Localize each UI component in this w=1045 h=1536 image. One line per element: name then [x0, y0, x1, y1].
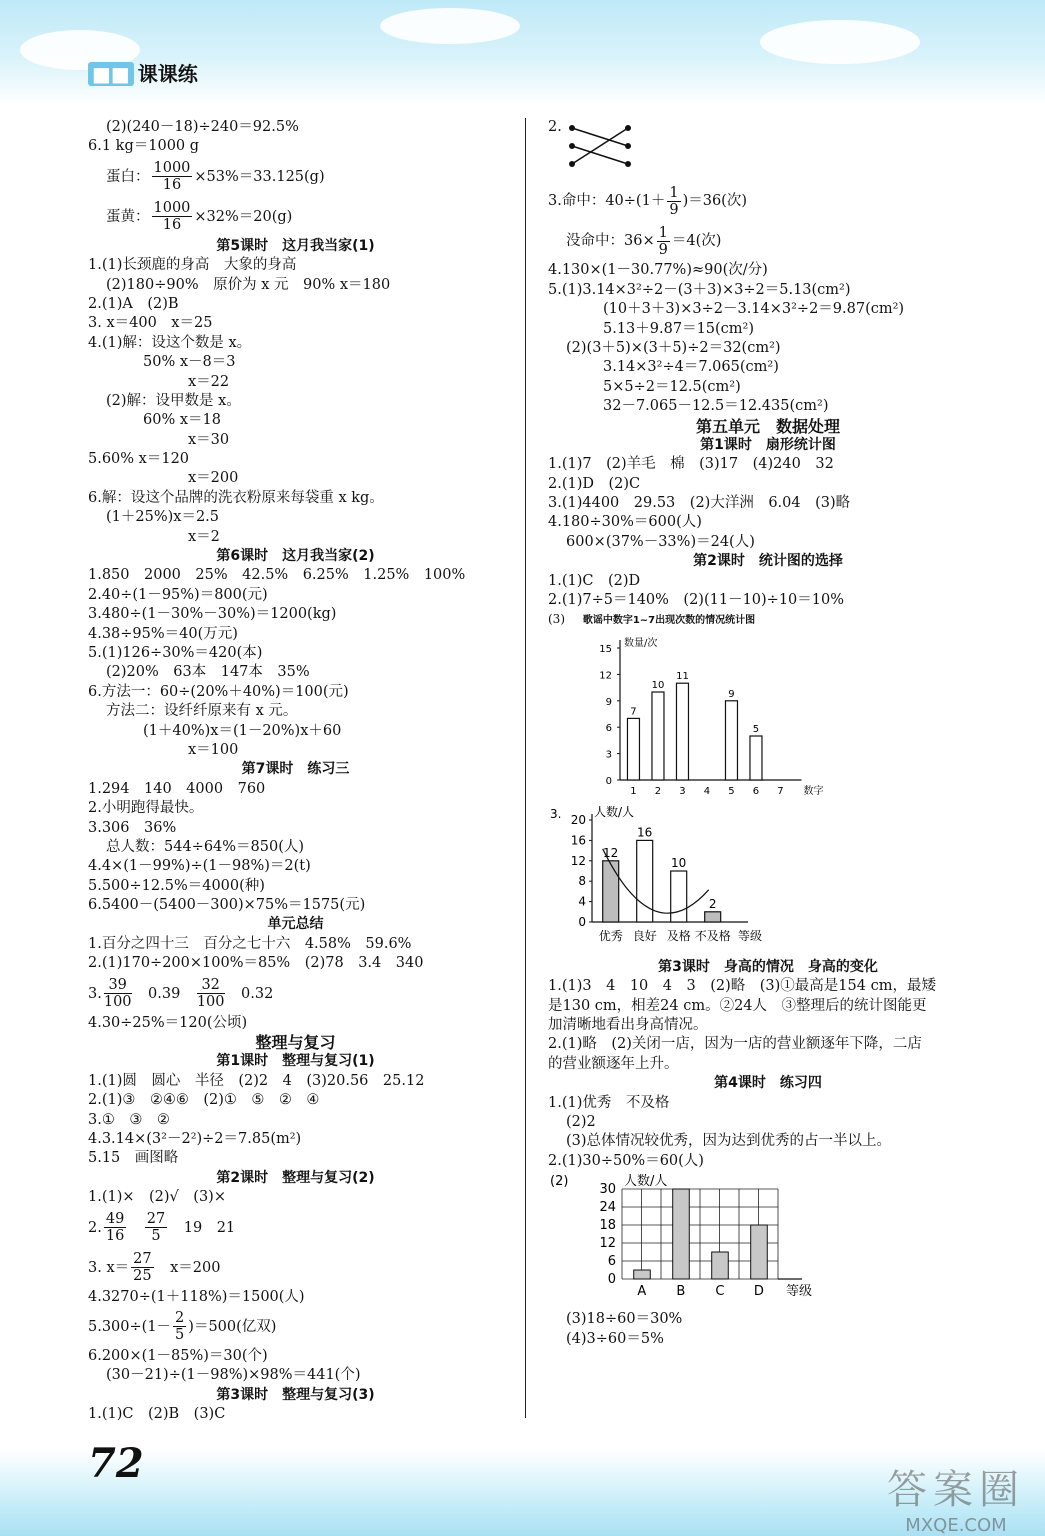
- bar: [751, 1225, 768, 1279]
- text-post: x＝200: [155, 1259, 221, 1276]
- answer-line: 600×(37%－33%)＝24(人): [566, 533, 755, 550]
- cloud-decoration: [760, 20, 920, 64]
- answer-line: [548, 181, 988, 221]
- left-column: [88, 118, 503, 1424]
- answer-line: 1.(1)C (2)D: [548, 572, 641, 589]
- answer-line: 6.方法一：60÷(20%＋40%)＝100(元): [88, 683, 349, 700]
- answer-line: 2.(1)30÷50%＝60(人): [548, 1152, 704, 1169]
- text-pre: 蛋白：: [106, 168, 150, 185]
- answer-line: 2.(1)170÷200×100%＝85% (2)78 3.4 340: [88, 955, 424, 972]
- answer-line: 是130 cm，相差24 cm。②24人 ③整理后的统计图能更: [548, 997, 927, 1014]
- answer-line: 3.① ③ ②: [88, 1111, 170, 1128]
- answer-line: 2.: [548, 119, 562, 135]
- cloud-decoration: [380, 8, 520, 44]
- denominator: 5: [151, 1228, 161, 1245]
- logo-mark-icon: ■■: [88, 62, 134, 86]
- answer-line: (4)3÷60＝5%: [566, 1330, 664, 1347]
- matching-lines-diagram: [566, 120, 636, 170]
- answer-line: 加清晰地看出身高情况。: [548, 1016, 708, 1033]
- answer-line: 3. x＝400 x＝25: [88, 315, 213, 332]
- y-tick-label: 0: [578, 914, 586, 929]
- answer-line: (10＋3＋3)×3÷2－3.14×3²÷2＝9.87(cm²): [603, 301, 905, 318]
- x-axis-label: 数字: [803, 785, 824, 797]
- answer-line: 6.200×(1－85%)＝30(个): [88, 1347, 268, 1364]
- answer-line: 3.(1)4400 29.53 (2)大洋洲 6.04 (3)略: [548, 495, 851, 512]
- text-pre: 3.命中：40÷(1＋: [548, 193, 666, 210]
- answer-line: 5.(1)3.14×3²÷2－(3＋3)×3÷2＝5.13(cm²): [548, 281, 851, 298]
- text-pre: 2.: [88, 1219, 102, 1236]
- answer-line: 第3课时 整理与复习(3): [216, 1386, 375, 1403]
- answer-line: 4.3.14×(3²－2²)÷2＝7.85(m²): [88, 1130, 302, 1147]
- y-axis-label: 人数/人: [624, 1174, 668, 1190]
- y-tick-label: 3: [605, 749, 612, 761]
- x-axis-label: 等级: [786, 1284, 813, 1300]
- answer-line: [88, 197, 503, 237]
- answer-line: [548, 221, 988, 261]
- chart-digit-frequency: [548, 630, 824, 800]
- answer-line: 5.13＋9.87＝15(cm²): [603, 320, 755, 337]
- answer-line: 1.(1)优秀 不及格: [548, 1094, 670, 1111]
- watermark-line2: MXQE.COM: [905, 1515, 1007, 1536]
- bar: [634, 1270, 651, 1279]
- answer-line: 5.15 画图略: [88, 1150, 179, 1167]
- fraction: [145, 1211, 167, 1244]
- answer-line: 2.(1)7÷5＝140% (2)(11－10)÷10＝10%: [548, 592, 845, 609]
- answer-line: 1.850 2000 25% 42.5% 6.25% 1.25% 100%: [88, 567, 466, 584]
- text-post: 19 21: [169, 1219, 236, 1236]
- numerator: 1000: [153, 200, 191, 217]
- x-tick-label: D: [753, 1284, 764, 1300]
- numerator: 49: [105, 1211, 125, 1228]
- y-tick-label: 20: [570, 812, 586, 827]
- answer-line: 60% x＝18: [143, 412, 221, 429]
- chart-caption-prefix: (2): [550, 1174, 569, 1190]
- answer-line: x＝100: [188, 741, 239, 758]
- y-tick-label: 0: [607, 1272, 616, 1288]
- numerator: 39: [104, 977, 132, 994]
- text-post: )＝500(亿双): [188, 1318, 277, 1335]
- answer-line: (2)(3＋5)×(3＋5)÷2＝32(cm²): [566, 339, 781, 356]
- x-tick-label: 良好: [632, 928, 657, 943]
- watermark-line1: 答案圈: [887, 1467, 1025, 1513]
- bar-label: 7: [630, 706, 637, 718]
- y-tick-label: 8: [578, 874, 586, 889]
- x-tick-label: 及格: [666, 928, 691, 943]
- answer-line: [88, 1307, 503, 1347]
- answer-line: 第2课时 整理与复习(2): [216, 1169, 375, 1186]
- answer-line: 4.3270÷(1＋118%)＝1500(人): [88, 1288, 305, 1305]
- numerator: 27: [133, 1251, 152, 1268]
- answer-line: 的营业额逐年上升。: [548, 1055, 679, 1072]
- denominator: 16: [162, 177, 182, 194]
- watermark: [887, 1458, 1025, 1536]
- x-tick-label: 1: [630, 785, 637, 797]
- answer-line: (1＋40%)x＝(1－20%)x＋60: [143, 722, 342, 739]
- bar: [725, 701, 737, 780]
- answer-line: 第5课时 这月我当家(1): [216, 237, 375, 254]
- bar: [676, 683, 688, 780]
- page-number: 72: [88, 1440, 144, 1487]
- book-logo: [88, 58, 198, 87]
- answer-line: (2)解：设甲数是 x。: [106, 392, 241, 409]
- fraction: [667, 185, 680, 218]
- x-tick-label: 4: [703, 785, 711, 797]
- bar-label: 2: [708, 896, 717, 911]
- answer-line: 3.14×3²÷4＝7.065(cm²): [603, 359, 779, 376]
- denominator: 9: [658, 241, 668, 258]
- answer-line: 6.解：设这个品牌的洗衣粉原来每袋重 x kg。: [88, 489, 384, 506]
- y-tick-label: 6: [605, 723, 612, 735]
- denominator: 16: [162, 217, 182, 234]
- chart-caption-prefix: 3.: [550, 806, 562, 821]
- fraction: [657, 225, 670, 258]
- x-tick-label: 5: [728, 785, 735, 797]
- numerator: 32: [197, 977, 225, 994]
- fraction: [131, 1251, 153, 1284]
- denominator: 9: [669, 201, 679, 218]
- right-column: [548, 118, 988, 1349]
- denominator: 5: [175, 1327, 185, 1344]
- chart-grade-counts: [548, 1171, 813, 1306]
- answer-line: 2.小明跑得最快。: [88, 800, 204, 817]
- chart-grade-distribution: [548, 804, 798, 954]
- x-tick-label: 不及格: [694, 928, 731, 943]
- answer-line: 50% x－8＝3: [143, 354, 236, 371]
- x-tick-label: 优秀: [598, 928, 623, 943]
- answer-line: 6.1 kg＝1000 g: [88, 138, 200, 155]
- moon-icon: [973, 12, 1007, 46]
- bar: [673, 1189, 690, 1279]
- answer-line: 4.30÷25%＝120(公顷): [88, 1014, 248, 1031]
- bar: [705, 912, 721, 922]
- y-tick-label: 12: [570, 853, 586, 868]
- answer-line: 2.(1)D (2)C: [548, 475, 641, 492]
- answer-line: 5.(1)126÷30%＝420(本): [88, 644, 263, 661]
- text-post: )＝36(次): [682, 193, 747, 210]
- y-tick-label: 18: [599, 1218, 616, 1234]
- answer-line: [88, 157, 503, 197]
- text-post: ×53%＝33.125(g): [194, 168, 325, 185]
- answer-line: [88, 1208, 503, 1248]
- denominator: 100: [196, 994, 225, 1011]
- chart1-caption-prefix: (3): [548, 612, 565, 627]
- x-tick-label: 7: [777, 785, 784, 797]
- answer-line: 第6课时 这月我当家(2): [216, 548, 375, 565]
- x-axis-label: 等级: [738, 928, 763, 943]
- bar-label: 10: [671, 855, 687, 870]
- logo-text: 课课练: [137, 62, 198, 86]
- y-tick-label: 4: [578, 894, 586, 909]
- answer-line: 4.180÷30%＝600(人): [548, 514, 702, 531]
- y-tick-label: 0: [605, 775, 612, 787]
- bar: [603, 861, 619, 922]
- text-pre: 5.300÷(1－: [88, 1318, 172, 1335]
- x-tick-label: A: [637, 1284, 647, 1300]
- denominator: 100: [103, 994, 132, 1011]
- y-tick-label: 9: [605, 696, 612, 708]
- chart1-title: 歌谣中数字1~7出现次数的情况统计图: [582, 615, 756, 627]
- answer-line: (2)(240－18)÷240＝92.5%: [106, 119, 299, 135]
- fraction: [197, 977, 225, 1010]
- x-tick-label: 6: [752, 785, 760, 797]
- y-axis-label: 数量/次: [624, 637, 658, 649]
- chart1-caption: [548, 610, 988, 629]
- x-tick-label: C: [715, 1284, 725, 1300]
- answer-line: 3.306 36%: [88, 819, 177, 836]
- x-tick-label: 3: [679, 785, 686, 797]
- text-mid: 0.39: [133, 985, 195, 1002]
- numerator: 1: [658, 224, 668, 241]
- answer-line: 5×5÷2＝12.5(cm²): [603, 378, 741, 395]
- answer-line: 第1课时 扇形统计图: [700, 436, 836, 453]
- bar-label: 12: [603, 845, 619, 860]
- answer-line: [88, 1248, 503, 1288]
- numerator: 1: [669, 184, 679, 201]
- y-tick-label: 16: [570, 833, 586, 848]
- text-mid: [128, 1220, 143, 1236]
- answer-line: 第2课时 统计图的选择: [693, 553, 843, 570]
- answer-line: 方法二：设纤纤原来有 x 元。: [106, 703, 298, 720]
- answer-line: (2)20% 63本 147本 35%: [106, 664, 310, 681]
- y-tick-label: 12: [599, 670, 612, 682]
- x-tick-label: 2: [654, 785, 662, 797]
- column-divider: [525, 118, 526, 1418]
- answer-line: 2.(1)A (2)B: [88, 295, 179, 312]
- answer-line: 第4课时 练习四: [714, 1075, 822, 1092]
- bar: [750, 736, 762, 780]
- numerator: 27: [146, 1211, 166, 1228]
- answer-line: 4.4×(1－99%)÷(1－98%)＝2(t): [88, 858, 311, 875]
- answer-line: 2.40÷(1－95%)＝800(元): [88, 586, 268, 603]
- bar: [712, 1252, 729, 1279]
- answer-line: 4.38÷95%＝40(万元): [88, 625, 238, 642]
- denominator: 16: [105, 1228, 125, 1245]
- y-tick-label: 24: [599, 1200, 616, 1216]
- text-pre: 没命中：36×: [566, 233, 655, 250]
- answer-line: 第7课时 练习三: [241, 761, 350, 778]
- bar-label: 10: [651, 679, 665, 691]
- bar: [637, 840, 653, 922]
- bar-label: 5: [752, 723, 760, 735]
- answer-line: 第1课时 整理与复习(1): [216, 1053, 375, 1070]
- bar: [627, 718, 639, 780]
- fraction: [152, 200, 193, 233]
- y-axis-label: 人数/人: [594, 804, 635, 819]
- answer-line: [88, 974, 503, 1014]
- numerator: 1000: [153, 160, 191, 177]
- text-post: ×32%＝20(g): [194, 208, 293, 225]
- answer-line: (1＋25%)x＝2.5: [106, 509, 220, 526]
- answer-line: 5.60% x＝120: [88, 451, 190, 468]
- answer-line: (2)2: [566, 1113, 596, 1130]
- answer-line: 1.(1)C (2)B (3)C: [88, 1406, 226, 1423]
- x-tick-label: B: [676, 1284, 686, 1300]
- text-pre: 3.: [88, 985, 102, 1002]
- bar-label: 9: [728, 688, 735, 700]
- fraction: [152, 160, 193, 193]
- answer-line: 1.(1)圆 圆心 半径 (2)2 4 (3)20.56 25.12: [88, 1072, 425, 1089]
- answer-line: 单元总结: [267, 916, 324, 933]
- answer-line: 1.(1)长颈鹿的身高 大象的身高: [88, 257, 297, 274]
- answer-line: 4.130×(1－30.77%)≈90(次/分): [548, 262, 768, 279]
- answer-line: 总人数：544÷64%＝850(人): [106, 838, 305, 855]
- answer-line: (3)18÷60＝30%: [566, 1311, 683, 1328]
- answer-line: 2.(1)③ ②④⑥ (2)① ⑤ ② ④: [88, 1092, 320, 1109]
- answer-line: x＝22: [188, 373, 230, 390]
- bar-label: 11: [676, 671, 689, 683]
- denominator: 25: [133, 1268, 152, 1285]
- fraction: [173, 1310, 186, 1343]
- answer-line: 6.5400－(5400－300)×75%＝1575(元): [88, 897, 366, 914]
- answer-line: 1.(1)7 (2)羊毛 棉 (3)17 (4)240 32: [548, 456, 834, 473]
- answer-line: 1.(1)3 4 10 4 3 (2)略 (3)①最高是154 cm，最矮: [548, 978, 936, 995]
- text-pre: 蛋黄：: [106, 208, 150, 225]
- answer-line: x＝200: [188, 470, 239, 487]
- bar: [652, 692, 664, 780]
- text-post: ＝4(次): [671, 233, 722, 250]
- answer-line: 3.480÷(1－30%－30%)＝1200(kg): [88, 606, 337, 623]
- y-tick-label: 6: [607, 1254, 616, 1270]
- answer-line: x＝30: [188, 431, 230, 448]
- header-band: [0, 0, 1045, 105]
- answer-line: 2.(1)略 (2)关闭一店，因为一店的营业额逐年下降，二店: [548, 1036, 922, 1053]
- fraction: [104, 977, 132, 1010]
- bar: [671, 871, 687, 922]
- y-tick-label: 12: [599, 1236, 616, 1252]
- numerator: 2: [175, 1310, 185, 1327]
- answer-line: 32－7.065－12.5＝12.435(cm²): [603, 398, 829, 415]
- y-tick-label: 15: [599, 643, 612, 655]
- answer-line: (30－21)÷(1－98%)×98%＝441(个): [106, 1367, 361, 1384]
- fraction: [104, 1211, 126, 1244]
- answer-line: (3)总体情况较优秀，因为达到优秀的占一半以上。: [566, 1133, 892, 1150]
- answer-line: 5.500÷12.5%＝4000(种): [88, 877, 265, 894]
- answer-line: 第3课时 身高的情况 身高的变化: [658, 958, 878, 975]
- answer-line: (2)180÷90% 原价为 x 元 90% x＝180: [106, 276, 391, 293]
- answer-line: 1.(1)× (2)√ (3)×: [88, 1189, 226, 1206]
- answer-line: 整理与复习: [255, 1033, 336, 1053]
- answer-line: 第五单元 数据处理: [695, 416, 840, 436]
- y-tick-label: 30: [599, 1182, 616, 1198]
- answer-line: 1.百分之四十三 百分之七十六 4.58% 59.6%: [88, 935, 412, 952]
- answer-line: 1.294 140 4000 760: [88, 780, 266, 797]
- text-pre: 3. x＝: [88, 1259, 130, 1276]
- answer-line: x＝2: [188, 528, 220, 545]
- answer-line: 4.(1)解：设这个数是 x。: [88, 334, 252, 351]
- bar-label: 16: [637, 825, 653, 840]
- text-post: 0.32: [226, 985, 274, 1002]
